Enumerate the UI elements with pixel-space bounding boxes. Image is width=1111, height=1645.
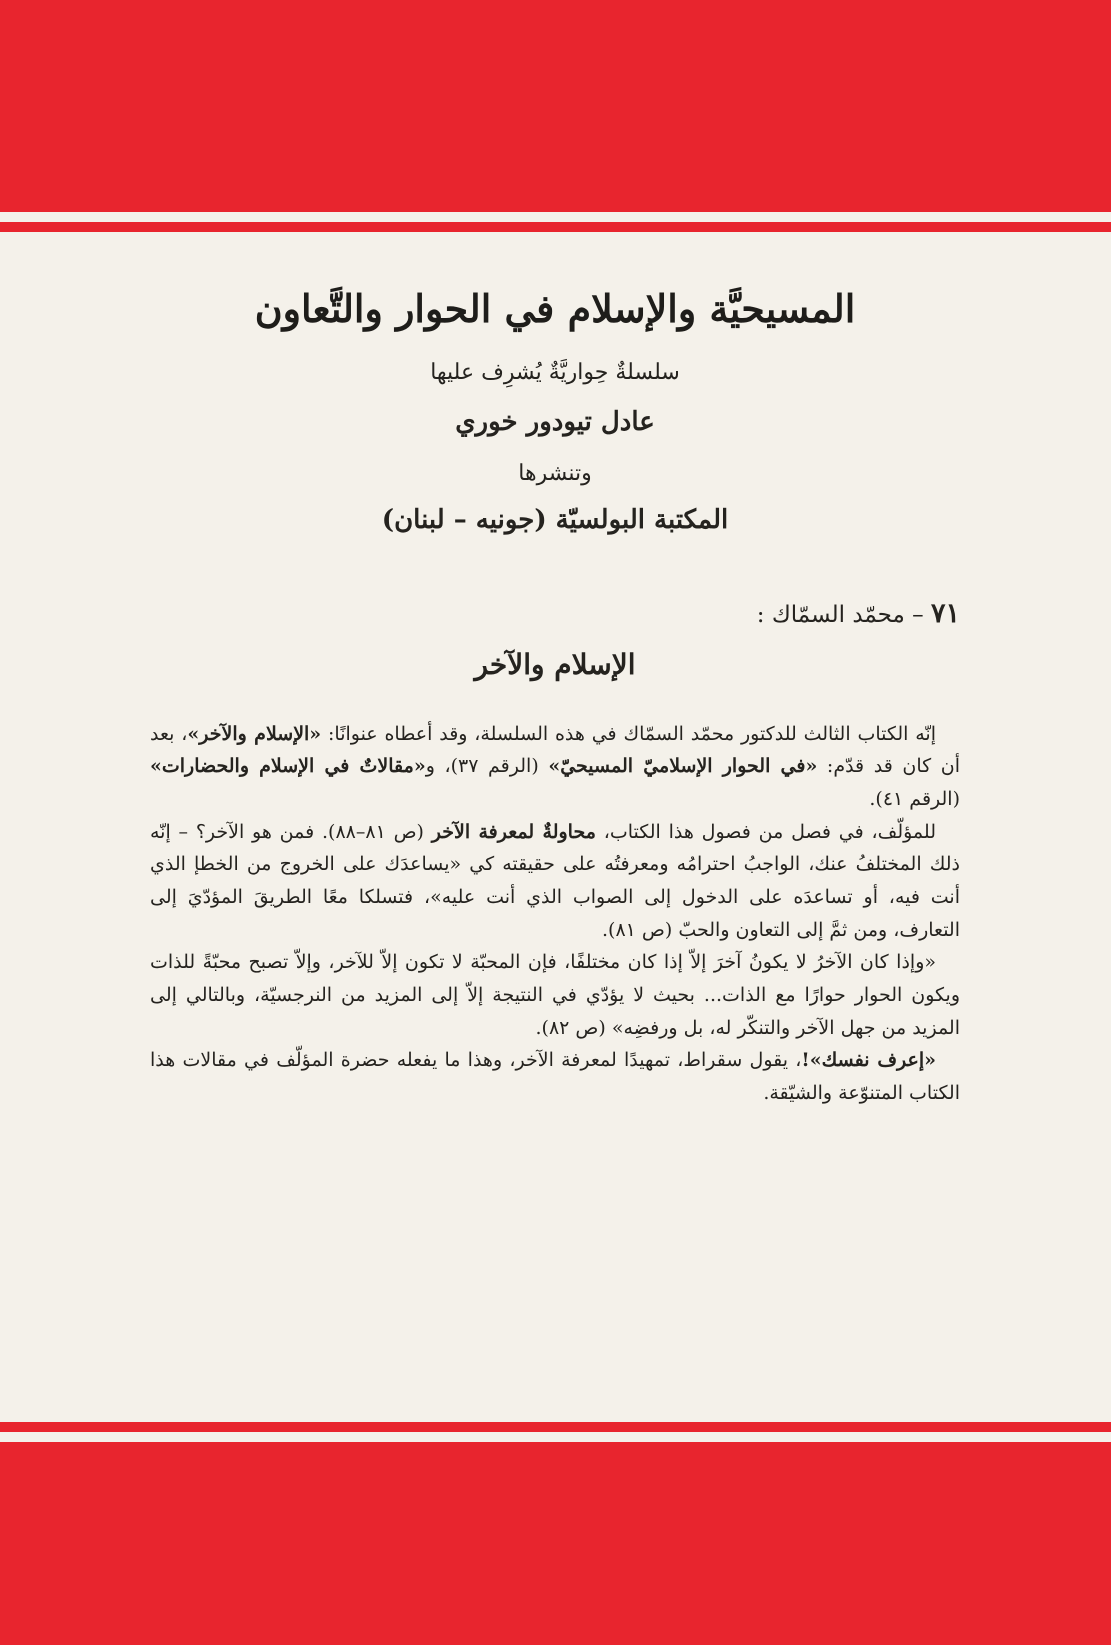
top-white-stripe <box>0 212 1111 222</box>
blurb-text-run: ، بعد أن كان قد قدّم: <box>150 722 960 778</box>
series-editor: عادل تيودور خوري <box>455 406 655 437</box>
blurb-emphasis: محاولةٌ لمعرفة الآخر <box>431 820 596 843</box>
blurb-text-run: إنّه الكتاب الثالث للدكتور محمّد السمّاك في هذه السلسلة، وقد أعطاه عنوانًا: <box>321 722 936 745</box>
blurb-emphasis: «مقالاتٌ في الإسلام والحضارات» <box>150 755 426 778</box>
blurb-text-run: ، يقول سقراط، تمهيدًا لمعرفة الآخر، وهذا ما يفعله حضرة المؤلّف في مقالات هذا الكتاب المتنوّعة والشيّقة. <box>150 1049 960 1105</box>
entry-author: – محمّد السمّاك : <box>756 602 924 629</box>
blurb-paragraph-1 <box>150 718 960 816</box>
blurb-paragraph-3: «وإذا كان الآخرُ لا يكونُ آخرَ إلاّ إذا كان مختلفًا، فإن المحبّة لا تكون إلاّ للآخر، وإلاّ تصبح محبّةً للذات ويكون الحوار حوارًا مع الذات... بحيث لا يؤدّي في النتيجة إلاّ إلى المزيد من النرجسيّة، وبالتالي إلى المزيد من جهل الآخر والتنكّر له، بل ورفضِه» (ص ٨٢). <box>150 951 960 1039</box>
series-subtitle: سلسلةٌ حِواريَّةٌ يُشرِف عليها <box>430 360 680 386</box>
book-title: الإسلام والآخر <box>474 648 636 682</box>
entry-number: ٧١ <box>930 598 960 630</box>
blurb-emphasis: «في الحوار الإسلاميّ المسيحيّ» <box>548 755 818 778</box>
blurb-text <box>150 718 960 1110</box>
publisher-name: المكتبة البولسيّة (جونيه – لبنان) <box>381 505 729 536</box>
bottom-white-stripe <box>0 1432 1111 1442</box>
top-red-band <box>0 0 1111 212</box>
back-cover-panel <box>0 232 1111 1422</box>
blurb-text-run: (ص ٨١–٨٨). فمن هو الآخر؟ – إنّه ذلك المختلفُ عنك، الواجبُ احترامُه ومعرفتُه على حقيقته كي «يساعدَك على الخروج من الخطإ الذي أنت فيه، أو تساعدَه على الدخول إلى الصواب الذي أنت عليه»، فتسلكا معًا الطريقَ المؤدّيَ إلى التعارف، ومن ثمَّ إلى التعاون والحبّ (ص ٨١). <box>150 820 960 941</box>
blurb-paragraph-4 <box>150 1044 960 1109</box>
entry-heading <box>150 596 960 631</box>
blurb-text-run: (الرقم ٣٧)، و <box>425 755 549 778</box>
back-cover-content <box>150 232 960 1110</box>
publisher-intro: وتنشرها <box>518 460 592 486</box>
blurb-paragraph-2 <box>150 816 960 947</box>
blurb-emphasis: «إعرف نفسك»! <box>801 1049 936 1072</box>
blurb-text-run: (الرقم ٤١). <box>869 788 960 810</box>
blurb-emphasis: «الإسلام والآخر» <box>187 722 322 745</box>
series-title: المسيحيَّة والإسلام في الحوار والتَّعاون <box>254 286 856 331</box>
blurb-text-run: للمؤلّف، في فصل من فصول هذا الكتاب، <box>595 820 936 843</box>
bottom-red-band <box>0 1452 1111 1645</box>
